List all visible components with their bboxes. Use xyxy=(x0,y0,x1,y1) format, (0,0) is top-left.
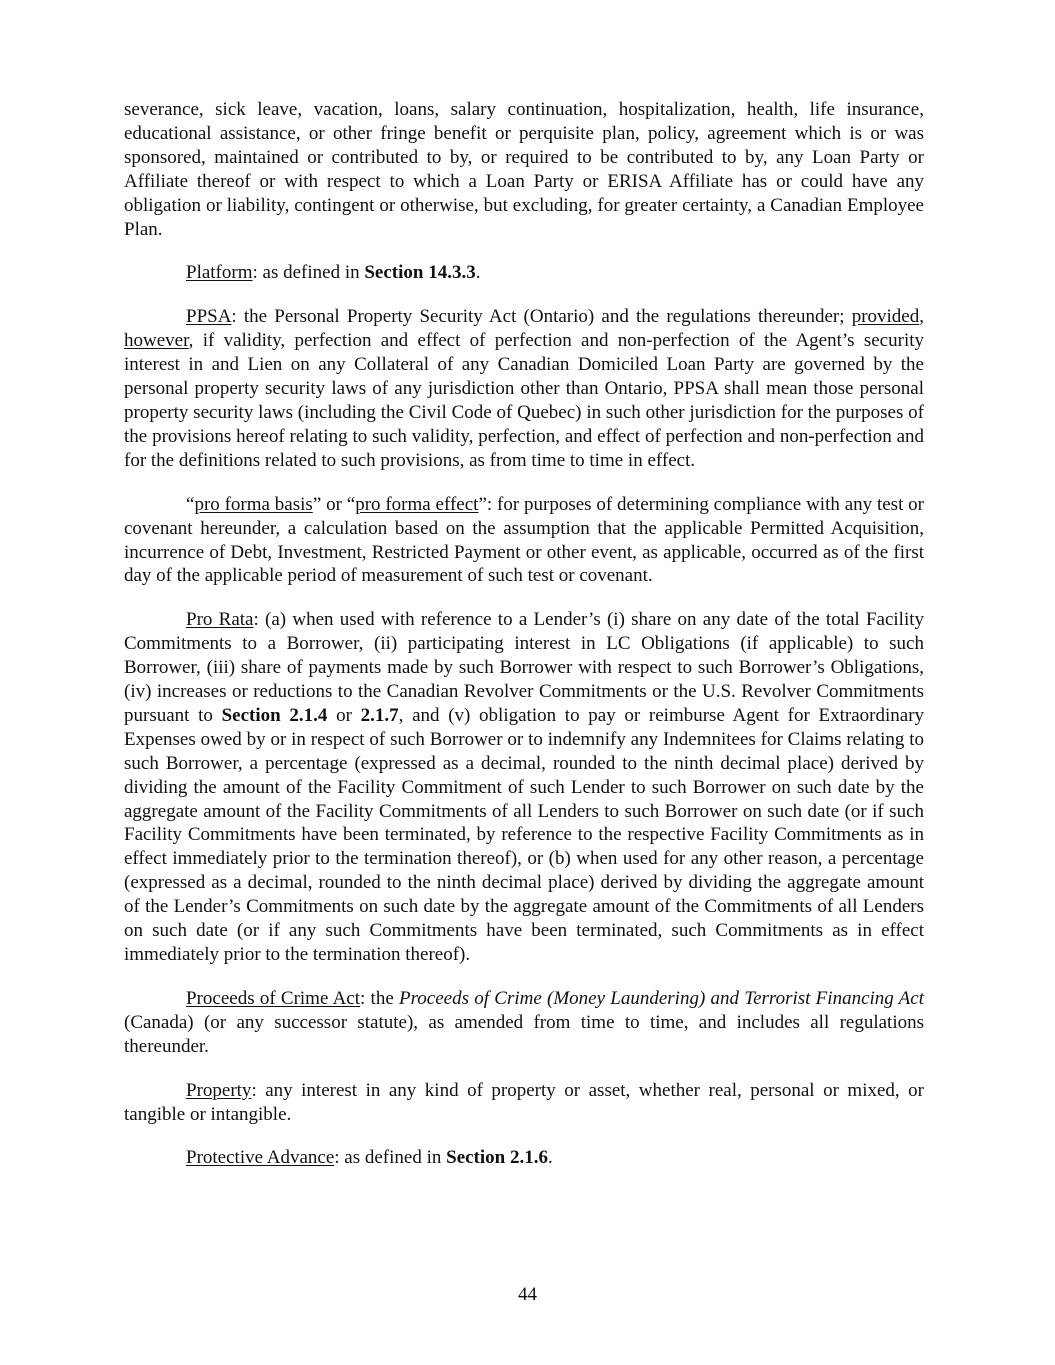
term-pro-forma-basis: pro forma basis xyxy=(194,493,313,515)
definition-proceeds-of-crime-act xyxy=(124,987,924,1059)
punctuation: , xyxy=(919,306,924,328)
term-ppsa: PPSA xyxy=(186,306,232,328)
term-platform: Platform xyxy=(186,262,253,284)
page-number: 44 xyxy=(518,1284,537,1305)
definition-text: ”: for purposes of determining compliance with any test or covenant hereunder, a calculation based on the assumption that the applicable Permitted Acquisition, incurrence of Debt, Investment, Restricted Payment or other event, as applicable, occurred as of the first day of the applicable period of measurement of such test or covenant. xyxy=(124,493,925,587)
term-pro-rata: Pro Rata xyxy=(186,609,254,631)
statute-title: Proceeds of Crime (Money Laundering) and Terrorist Financing Act xyxy=(399,987,925,1009)
term-proceeds-of-crime-act: Proceeds of Crime Act xyxy=(186,987,361,1009)
section-reference: Section 2.1.6 xyxy=(446,1147,548,1169)
section-reference: Section 2.1.4 xyxy=(221,704,328,726)
definition-pro-rata xyxy=(124,608,924,967)
definition-ppsa xyxy=(124,305,924,472)
term-pro-forma-effect: pro forma effect xyxy=(355,493,479,515)
definition-text: , if validity, perfection and effect of perfection and non-perfection of the Agent’s security interest in and Lien on any Collateral of any Canadian Domiciled Loan Party are governed by the personal property security laws of any jurisdiction other than Ontario, PPSA shall mean those personal property security laws (including the Civil Code of Quebec) in such other jurisdiction for the purposes of the provisions hereof relating to such validity, perfection, and effect of perfection and non-perfection and for the definitions related to such provisions, as from time to time in effect. xyxy=(124,330,924,471)
definition-text: : the xyxy=(360,987,400,1009)
definition-platform xyxy=(124,261,924,285)
definition-text: : as defined in xyxy=(252,262,365,284)
definition-text: (Canada) (or any successor statute), as amended from time to time, and includes all regulations thereunder. xyxy=(124,1011,924,1057)
definition-text: : (a) when used with reference to a Lender’s (i) share on any date of the total Facility Commitments to a Borrower, (ii) participating interest in LC Obligations (if applicable) to such Borrower, (iii) share of payments made by such Borrower with respect to such Borrower’s Obligations, (iv) increases or reductions to the Canadian Revolver Commitments or the U.S. Revolver Commitments pursuant to xyxy=(124,609,925,726)
definition-text: , and (v) obligation to pay or reimburse Agent for Extraordinary Expenses owed by or in respect of such Borrower or to indemnify any Indemnitees for Claims relating to such Borrower, a percentage (expressed as a decimal, rounded to the ninth decimal place) derived by dividing the amount of the Facility Commitment of such Lender to such Borrower on such date by the aggregate amount of the Facility Commitments of all Lenders to such Borrower on such date (or if such Facility Commitments have been terminated, by reference to the respective Facility Commitments as in effect immediately prior to the termination thereof), or (b) when used for any other reason, a percentage (expressed as a decimal, rounded to the ninth decimal place) derived by dividing the aggregate amount of the Lender’s Commitments on such date by the aggregate amount of the Commitments of all Lenders on such date (or if any such Commitments have been terminated, such Commitments as in effect immediately prior to the termination thereof). xyxy=(124,704,925,965)
definition-property xyxy=(124,1079,924,1127)
definition-text: : as defined in xyxy=(334,1147,447,1169)
intro-text: severance, sick leave, vacation, loans, salary continuation, hospitalization, health, life insurance, educational assistance, or other fringe benefit or perquisite plan, policy, agreement which is or was sponsored, maintained or contributed to by, or required to be contributed to by, any Loan Party or Affiliate thereof or with respect to which a Loan Party or ERISA Affiliate has or could have any obligation or liability, contingent or otherwise, but excluding, for greater certainty, a Canadian Employee Plan. xyxy=(124,99,924,240)
term-protective-advance: Protective Advance xyxy=(186,1147,335,1169)
term-property: Property xyxy=(186,1079,252,1101)
definition-text: : any interest in any kind of property or asset, whether real, personal or mixed, or tangible or intangible. xyxy=(124,1079,924,1125)
punctuation: . xyxy=(475,262,481,284)
section-reference: 2.1.7 xyxy=(360,704,399,726)
definition-protective-advance xyxy=(124,1146,924,1170)
however-word: however xyxy=(124,330,189,352)
punctuation: “ xyxy=(186,493,195,515)
punctuation: . xyxy=(547,1147,553,1169)
definition-text: : the Personal Property Security Act (Ontario) and the regulations thereunder; xyxy=(231,306,852,328)
definition-text: or xyxy=(327,704,361,726)
punctuation: ” or “ xyxy=(312,493,356,515)
document-page xyxy=(124,98,924,1190)
provided-word: provided xyxy=(851,306,920,328)
section-reference: Section 14.3.3 xyxy=(364,262,476,284)
paragraph-intro xyxy=(124,98,924,241)
definition-pro-forma xyxy=(124,493,924,589)
